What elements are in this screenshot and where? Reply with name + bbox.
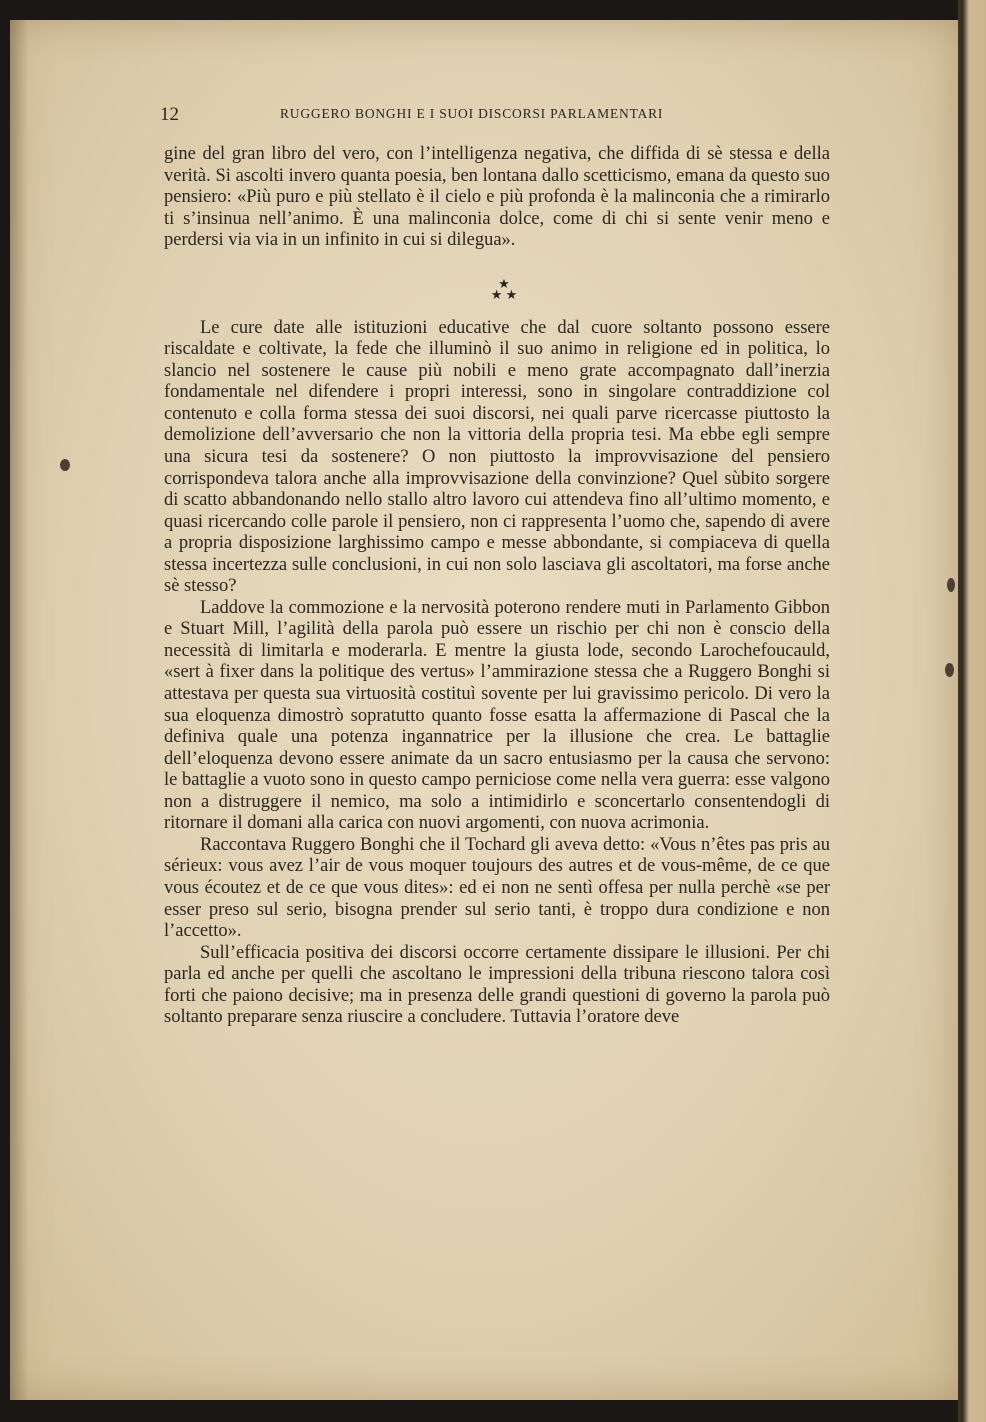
paragraph: Le cure date alle istituzioni educative che dal cuore soltanto possono essere riscaldate e coltivate, la fede che illuminò il suo animo in religione ed in politica, lo slancio nel sostenere le cause più nobili e meno grate accompagnato dall’inerzia fondamentale nel difendere i propri interessi, sono in singolare contraddizione col contenuto e colla forma stessa dei suoi discorsi, nei quali parve ricercasse piuttosto la demolizione dell’avversario che non la vittoria della propria tesi. Ma ebbe egli sempre una sicura tesi da sostenere? O non piuttosto la improvvisazione del pensiero corrispondeva talora anche alla improvvisazione della convinzione? Quel sùbito sorgere di scatto abbandonando nello stallo altro lavoro cui attendeva fino all’ultimo momento, e quasi ricercando colle parole il pensiero, non ci rappresenta l’uomo che, sapendo di avere a propria disposizione larghissimo campo e messe abbondante, si compiaceva di quella stessa incertezza sulle conclusioni, in cui non solo lasciava gli ascoltatori, ma forse anche sè stesso?	[164, 317, 830, 597]
paragraph: Raccontava Ruggero Bonghi che il Tochard gli aveva detto: «Vous n’êtes pas pris au sérieux: vous avez l’air de vous moquer toujours des autres et de vous-même, de ce que vous écoutez et de ce que vous dites»: ed ei non ne sentì offesa per nulla perchè «se per esser preso sul serio, bisogna prender sul serio tanti, è troppo dura condizione e non l’accetto».	[164, 834, 830, 942]
paper-stain	[947, 578, 955, 592]
next-page-edge	[962, 0, 986, 1422]
running-header	[160, 104, 830, 126]
body-text	[164, 144, 830, 1029]
paragraph: Sull’efficacia positiva dei discorsi occorre certamente dissipare le illusioni. Per chi parla ed anche per quelli che ascoltano le impressioni della tribuna riescono talora così forti che paiono decisive; ma in presenza delle grandi questioni di governo la parola può soltanto preparare senza riuscire a concludere. Tuttavia l’oratore deve	[164, 942, 830, 1028]
binding-shadow	[10, 20, 28, 1400]
page-number: 12	[160, 104, 179, 125]
paragraph-continuation: gine del gran libro del vero, con l’intelligenza negativa, che diffida di sè stessa e della verità. Si ascolti invero quanta poesia, ben lontana dallo scetticismo, emana da questo suo pensiero: «Più puro e più stellato è il cielo e più profonda è la malinconia che a rimirarlo ti s’insinua nell’animo. È una malinconia dolce, come di chi si sente venir meno e perdersi via via in un infinito in cui si dilegua».	[164, 144, 830, 251]
asterism-divider	[164, 275, 830, 302]
asterism-stars: ★ ★	[490, 286, 518, 302]
paragraph: Laddove la commozione e la nervosità poterono rendere muti in Parlamento Gibbon e Stuart Mill, l’agilità della parola può essere un rischio per chi non è conscio della necessità di limitarla e moderarla. E mentre la giusta lode, secondo Larochefoucauld, «sert à fixer dans la politique des vertus» l’ammirazione stessa che a Ruggero Bonghi si attestava per questa sua virtuosità costituì sovente per lui gravissimo pericolo. Di vero la sua eloquenza dimostrò sopratutto quanto fosse esatta la affermazione di Pascal che la definiva quale una potenza ingannatrice per la illusione che crea. Le battaglie dell’eloquenza devono essere animate da un sacro entusiasmo per la causa che servono: le battaglie a vuoto sono in questo campo perniciose come nella vera guerra: esse valgono non a distruggere il nemico, ma solo a intimidirlo e sconcertarlo consentendogli di ritornare il domani alla carica con nuovi argomenti, con nuova acrimonia.	[164, 597, 830, 834]
running-title: RUGGERO BONGHI E I SUOI DISCORSI PARLAMENTARI	[280, 106, 664, 121]
paper-stain	[945, 663, 954, 677]
asterism-star: ★	[498, 275, 510, 291]
paper-stain	[60, 459, 70, 471]
